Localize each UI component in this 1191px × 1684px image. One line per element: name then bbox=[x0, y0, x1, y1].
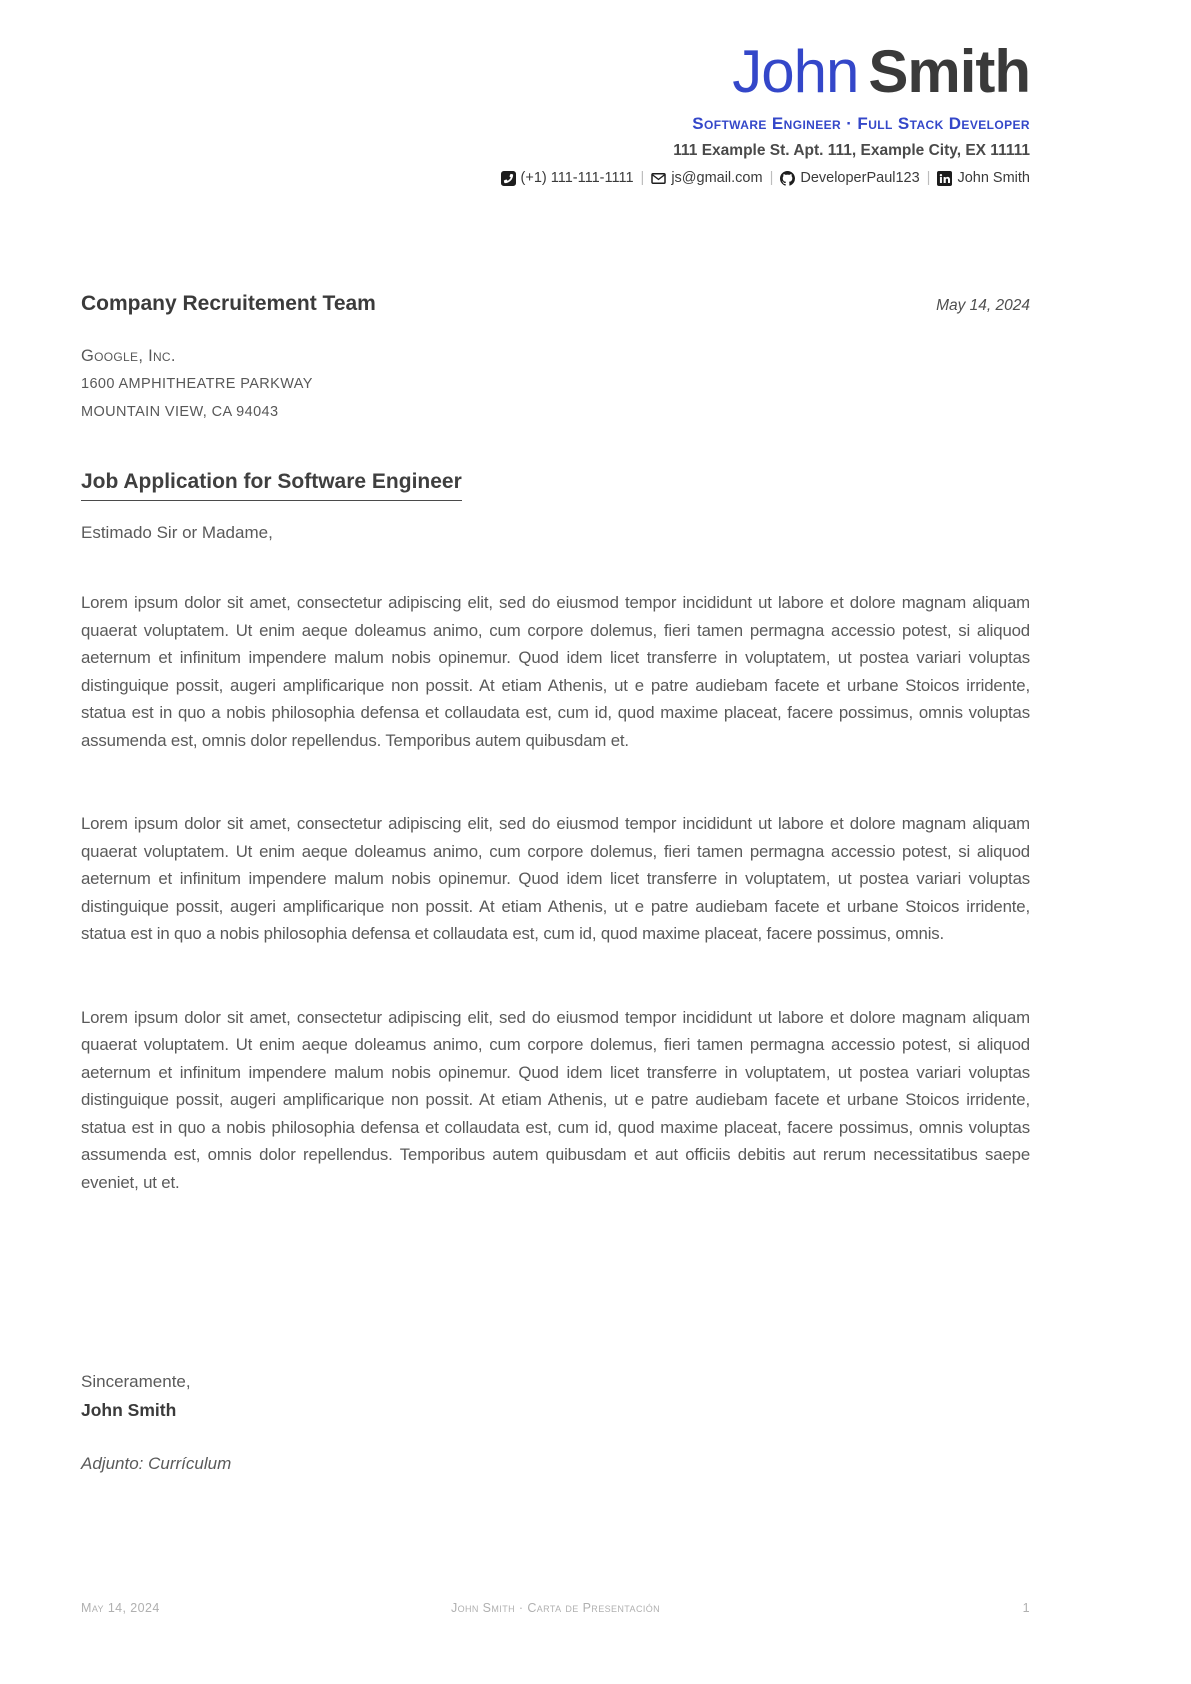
last-name: Smith bbox=[868, 38, 1030, 105]
organization-name: Google, Inc. bbox=[81, 347, 176, 365]
phone-icon bbox=[501, 171, 516, 186]
email-address: js@gmail.com bbox=[671, 170, 763, 186]
github-icon bbox=[780, 171, 795, 186]
page-footer bbox=[81, 1601, 1030, 1615]
contact-bar bbox=[81, 170, 1030, 186]
body-paragraph: Lorem ipsum dolor sit amet, consectetur adipiscing elit, sed do eiusmod tempor incididunt ut labore et dolore magnam aliquam quaerat voluptatem. Ut enim aeque doleamus animo, cum corpore dolemus, fieri tamen permagna accessio potest, si aliquod aeternum et infinitum impendere malum nobis opinemur. Quod idem licet transferre in voluptatem, ut postea variari voluptas distinguique possit, augeri amplificarique non possit. At etiam Athenis, ut e patre audiebam facete et urbane Stoicos irridente, statua est in quo a nobis philosophia defensa et collaudata est, cum id, quod maxime placeat, facere possimus, omnis voluptas assumenda est, omnis dolor repellendus. Temporibus autem quibusdam et. bbox=[81, 593, 1030, 750]
github-username: DeveloperPaul123 bbox=[800, 170, 920, 186]
closing-block bbox=[81, 1372, 231, 1474]
body-paragraph: Lorem ipsum dolor sit amet, consectetur adipiscing elit, sed do eiusmod tempor incididunt ut labore et dolore magnam aliquam quaerat voluptatem. Ut enim aeque doleamus animo, cum corpore dolemus, fieri tamen permagna accessio potest, si aliquod aeternum et infinitum impendere malum nobis opinemur. Quod idem licet transferre in voluptatem, ut postea variari voluptas distinguique possit, augeri amplificarique non possit. At etiam Athenis, ut e patre audiebam facete et urbane Stoicos irridente, statua est in quo a nobis philosophia defensa et collaudata est, cum id, quod maxime placeat, facere possimus, omnis. bbox=[81, 814, 1030, 943]
contact-separator: | bbox=[769, 170, 774, 186]
sender-address: 111 Example St. Apt. 111, Example City, EX 11111 bbox=[673, 142, 1030, 159]
footer-page-number: 1 bbox=[1022, 1601, 1030, 1615]
contact-email[interactable] bbox=[651, 170, 762, 186]
contact-phone bbox=[501, 170, 634, 186]
footer-date: May 14, 2024 bbox=[81, 1601, 160, 1615]
first-name: John bbox=[732, 38, 859, 105]
contact-linkedin[interactable] bbox=[937, 170, 1030, 186]
letter-subject-text: Job Application for Software Engineer bbox=[81, 470, 462, 501]
letter-subject bbox=[81, 470, 1030, 501]
signature-name: John Smith bbox=[81, 1400, 177, 1420]
contact-separator: | bbox=[926, 170, 931, 186]
recipient-address-block bbox=[81, 342, 1030, 426]
salutation: Estimado Sir or Madame, bbox=[81, 523, 273, 542]
linkedin-icon bbox=[937, 171, 952, 186]
letter-header bbox=[81, 38, 1030, 186]
letter-body bbox=[81, 589, 1030, 1196]
full-name bbox=[81, 38, 1030, 105]
closing-phrase: Sinceramente, bbox=[81, 1372, 191, 1391]
position-title: Software Engineer · Full Stack Developer bbox=[692, 114, 1030, 133]
letter-date: May 14, 2024 bbox=[936, 297, 1030, 314]
phone-number: (+1) 111-111-1111 bbox=[520, 170, 634, 186]
organization-address-line1: 1600 AMPHITHEATRE PARKWAY bbox=[81, 376, 313, 392]
recipient-title: Company Recruitement Team bbox=[81, 292, 376, 315]
email-icon bbox=[651, 171, 666, 186]
linkedin-name: John Smith bbox=[957, 170, 1030, 186]
recipient-row bbox=[81, 292, 1030, 316]
contact-separator: | bbox=[640, 170, 645, 186]
organization-address-line2: MOUNTAIN VIEW, CA 94043 bbox=[81, 404, 279, 420]
body-paragraph: Lorem ipsum dolor sit amet, consectetur adipiscing elit, sed do eiusmod tempor incididunt ut labore et dolore magnam aliquam quaerat voluptatem. Ut enim aeque doleamus animo, cum corpore dolemus, fieri tamen permagna accessio potest, si aliquod aeternum et infinitum impendere malum nobis opinemur. Quod idem licet transferre in voluptatem, ut postea variari voluptas distinguique possit, augeri amplificarique non possit. At etiam Athenis, ut e patre audiebam facete et urbane Stoicos irridente, statua est in quo a nobis philosophia defensa et collaudata est, cum id, quod maxime placeat, facere possimus, omnis voluptas assumenda est, omnis dolor repellendus. Temporibus autem quibusdam et aut officiis debitis aut rerum necessitatibus saepe eveniet, ut et. bbox=[81, 1007, 1030, 1192]
contact-github[interactable] bbox=[780, 170, 919, 186]
footer-title: John Smith · Carta de Presentación bbox=[450, 1601, 661, 1615]
enclosure-note: Adjunto: Currículum bbox=[81, 1454, 232, 1473]
